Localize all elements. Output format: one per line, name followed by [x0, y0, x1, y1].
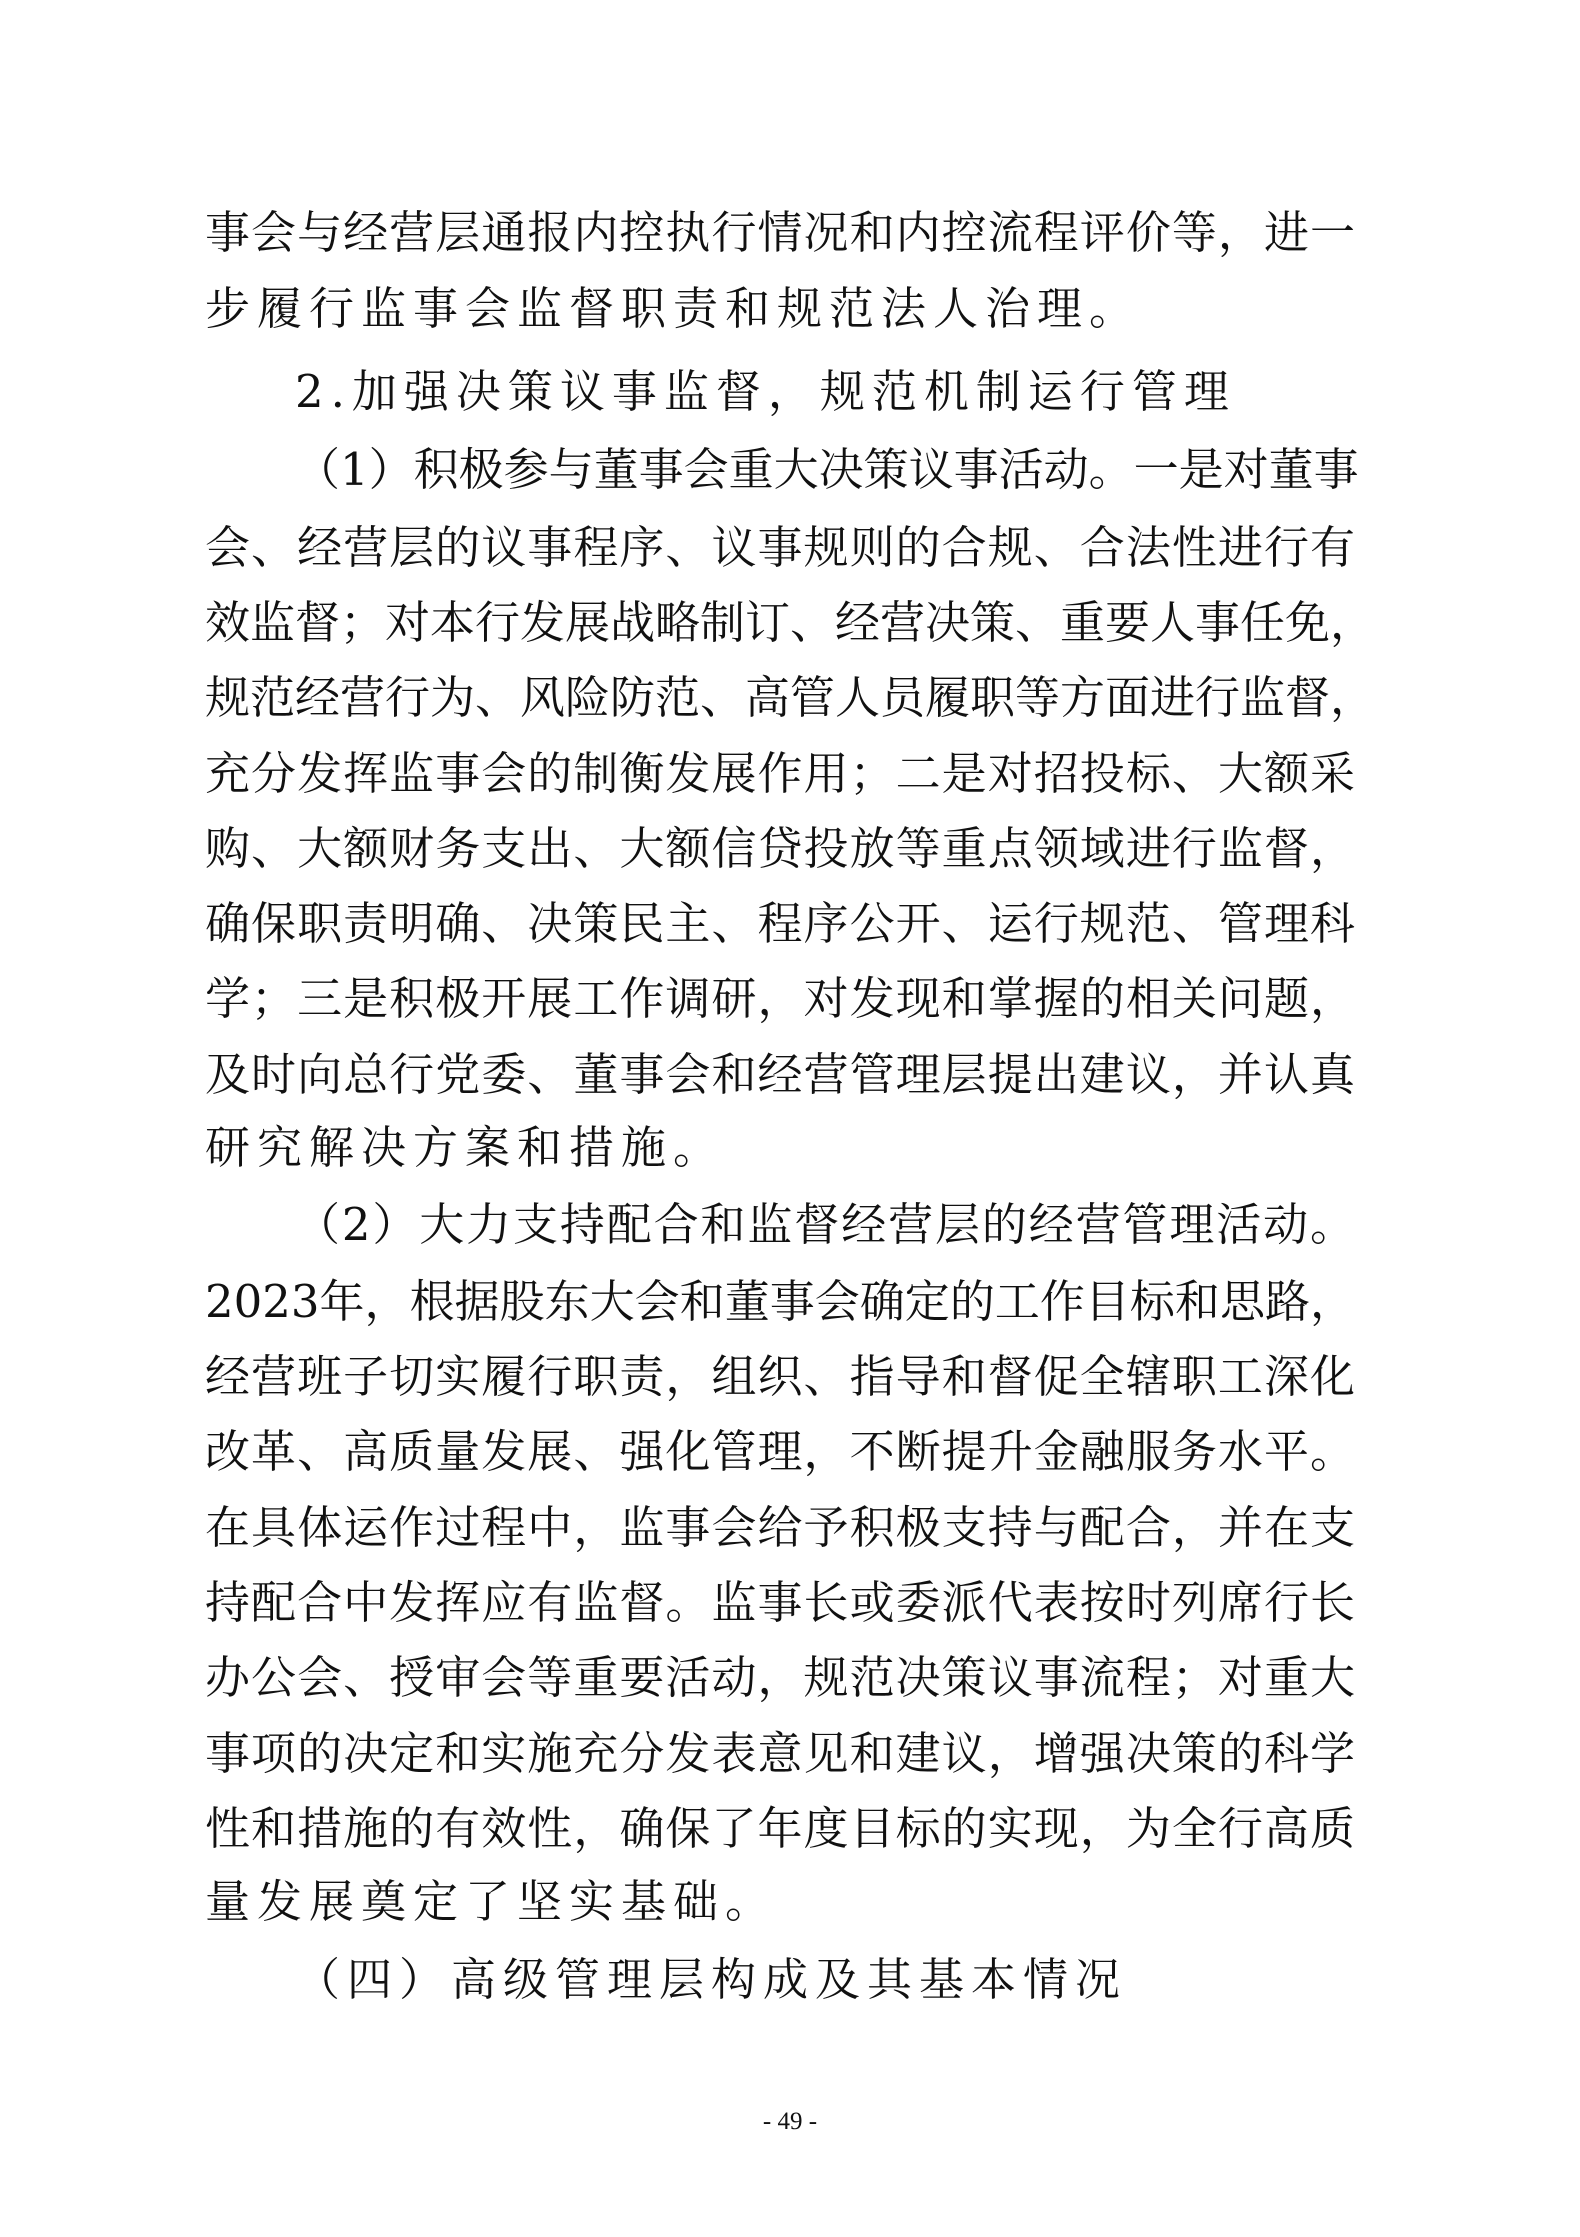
body-text-line: 及时向总行党委、董事会和经营管理层提出建议，并认真 [205, 1048, 1355, 1101]
body-text-line: 办公会、授审会等重要活动，规范决策议事流程；对重大 [205, 1651, 1355, 1704]
body-text-line: 效监督；对本行发展战略制订、经营决策、重要人事任免， [205, 596, 1376, 649]
body-text-line: 规范经营行为、风险防范、高管人员履职等方面进行监督， [205, 671, 1376, 724]
body-text-line: 研究解决方案和措施。 [205, 1121, 726, 1174]
body-text-line: 在具体运作过程中，监事会给予积极支持与配合，并在支 [205, 1501, 1355, 1554]
body-text-line: （2）大力支持配合和监督经营层的经营管理活动。 [295, 1198, 1355, 1251]
body-text-line: 确保职责明确、决策民主、程序公开、运行规范、管理科 [205, 897, 1355, 950]
page-number: - 49 - [762, 2108, 818, 2135]
body-text-line: 量发展奠定了坚实基础。 [205, 1875, 778, 1928]
body-text-line: 购、大额财务支出、大额信贷投放等重点领域进行监督， [205, 822, 1355, 875]
body-text-line: 事会与经营层通报内控执行情况和内控流程评价等，进一 [205, 206, 1355, 259]
section-heading: 2.加强决策议事监督，规范机制运行管理 [295, 365, 1236, 418]
body-text-line: 经营班子切实履行职责，组织、指导和督促全辖职工深化 [205, 1350, 1355, 1403]
body-text-line: 步履行监事会监督职责和规范法人治理。 [205, 282, 1142, 335]
body-text-line: 性和措施的有效性，确保了年度目标的实现，为全行高质 [205, 1802, 1355, 1855]
body-text-line: 学；三是积极开展工作调研，对发现和掌握的相关问题， [205, 972, 1355, 1025]
body-text-line: 2023年，根据股东大会和董事会确定的工作目标和思路， [205, 1275, 1355, 1328]
body-text-line: 充分发挥监事会的制衡发展作用；二是对招投标、大额采 [205, 747, 1355, 800]
body-text-line: 改革、高质量发展、强化管理，不断提升金融服务水平。 [205, 1425, 1355, 1478]
body-text-line: 持配合中发挥应有监督。监事长或委派代表按时列席行长 [205, 1576, 1355, 1629]
body-text-line: 事项的决定和实施充分发表意见和建议，增强决策的科学 [205, 1727, 1355, 1780]
section-heading: （四）高级管理层构成及其基本情况 [295, 1953, 1128, 2006]
body-text-line: （1）积极参与董事会重大决策议事活动。一是对董事 [295, 443, 1359, 496]
body-text-line: 会、经营层的议事程序、议事规则的合规、合法性进行有 [205, 521, 1355, 574]
